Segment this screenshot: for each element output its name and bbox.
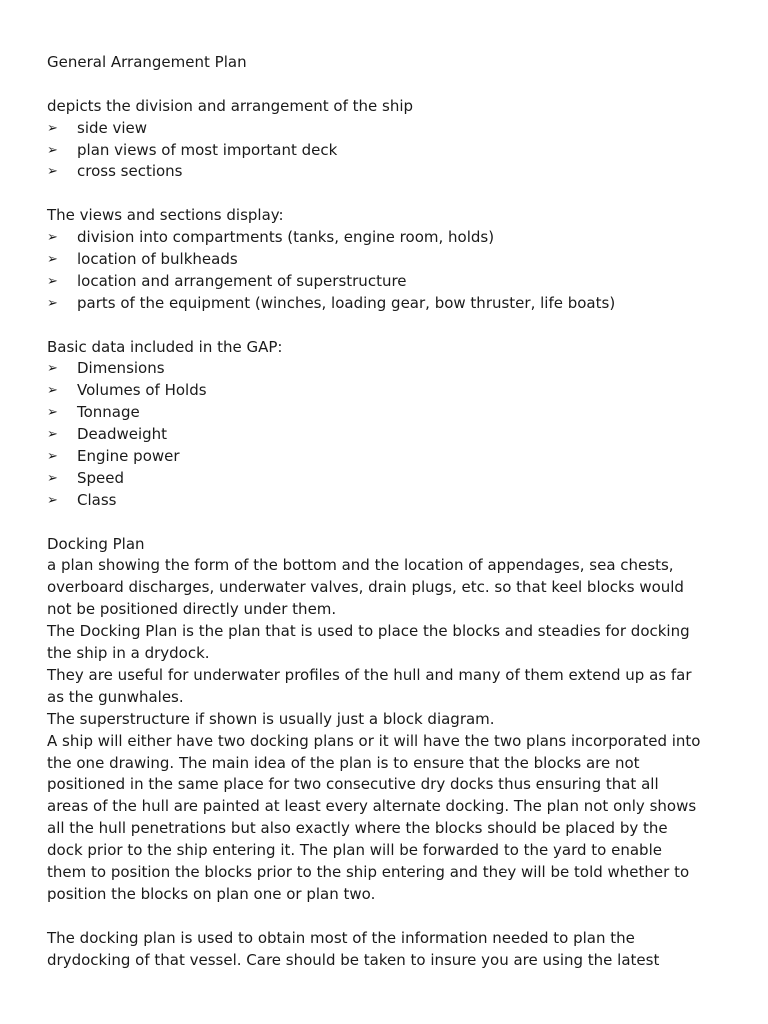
arrow-bullet-icon: ➢ xyxy=(47,252,58,268)
blank-line xyxy=(47,906,737,928)
paragraph-line: as the gunwhales. xyxy=(47,687,184,706)
paragraph-line: not be positioned directly under them. xyxy=(47,600,337,619)
list-item: ➢ Speed xyxy=(47,468,737,490)
list-item: ➢ division into compartments (tanks, engine room, holds) xyxy=(47,227,737,249)
docking-heading: Docking Plan xyxy=(47,534,145,553)
list-item: ➢ Deadweight xyxy=(47,424,737,446)
paragraph-line: position the blocks on plan one or plan two. xyxy=(47,884,376,903)
docking-paragraph xyxy=(47,555,737,905)
paragraph-line: The Docking Plan is the plan that is used to place the blocks and steadies for docking xyxy=(47,622,690,641)
arrow-bullet-icon: ➢ xyxy=(47,142,58,158)
views-list xyxy=(47,118,737,184)
basic-data-heading: Basic data included in the GAP: xyxy=(47,337,283,356)
closing-paragraph xyxy=(47,928,737,972)
arrow-bullet-icon: ➢ xyxy=(47,120,58,136)
list-item: ➢ side view xyxy=(47,118,737,140)
list-item: ➢ cross sections xyxy=(47,161,737,183)
list-item: ➢ Tonnage xyxy=(47,402,737,424)
paragraph-line: dock prior to the ship entering it. The plan will be forwarded to the yard to enable xyxy=(47,841,662,860)
list-item: ➢ location and arrangement of superstructure xyxy=(47,271,737,293)
basic-data-list xyxy=(47,358,737,511)
paragraph-line: areas of the hull are painted at least every alternate docking. The plan not only shows xyxy=(47,797,697,816)
paragraph-line: the one drawing. The main idea of the plan is to ensure that the blocks are not xyxy=(47,753,640,772)
blank-line xyxy=(47,512,737,534)
paragraph-line: them to position the blocks prior to the ship entering and they will be told whether to xyxy=(47,862,690,881)
arrow-bullet-icon: ➢ xyxy=(47,273,58,289)
list-item: ➢ plan views of most important deck xyxy=(47,140,737,162)
arrow-bullet-icon: ➢ xyxy=(47,405,58,421)
list-item: ➢ Volumes of Holds xyxy=(47,380,737,402)
arrow-bullet-icon: ➢ xyxy=(47,230,58,246)
gap-intro: depicts the division and arrangement of the ship xyxy=(47,96,414,115)
paragraph-line: all the hull penetrations but also exactly where the blocks should be placed by the xyxy=(47,819,668,838)
list-item: ➢ location of bulkheads xyxy=(47,249,737,271)
paragraph-line: overboard discharges, underwater valves, drain plugs, etc. so that keel blocks would xyxy=(47,578,684,597)
paragraph-line: drydocking of that vessel. Care should be taken to insure you are using the latest xyxy=(47,950,660,969)
paragraph-line: The superstructure if shown is usually just a block diagram. xyxy=(47,709,495,728)
arrow-bullet-icon: ➢ xyxy=(47,361,58,377)
arrow-bullet-icon: ➢ xyxy=(47,449,58,465)
arrow-bullet-icon: ➢ xyxy=(47,383,58,399)
blank-line xyxy=(47,183,737,205)
blank-line xyxy=(47,74,737,96)
list-item: ➢ Class xyxy=(47,490,737,512)
list-item: ➢ parts of the equipment (winches, loading gear, bow thruster, life boats) xyxy=(47,293,737,315)
arrow-bullet-icon: ➢ xyxy=(47,470,58,486)
paragraph-line: They are useful for underwater profiles of the hull and many of them extend up as far xyxy=(47,665,692,684)
list-item: ➢ Engine power xyxy=(47,446,737,468)
arrow-bullet-icon: ➢ xyxy=(47,492,58,508)
arrow-bullet-icon: ➢ xyxy=(47,427,58,443)
arrow-bullet-icon: ➢ xyxy=(47,164,58,180)
document-title: General Arrangement Plan xyxy=(47,53,247,71)
display-heading: The views and sections display: xyxy=(47,206,284,225)
list-item: ➢ Dimensions xyxy=(47,358,737,380)
paragraph-line: a plan showing the form of the bottom and the location of appendages, sea chests, xyxy=(47,556,674,575)
display-list xyxy=(47,227,737,315)
document-page xyxy=(47,52,737,971)
paragraph-line: A ship will either have two docking plans or it will have the two plans incorporated into xyxy=(47,731,701,750)
paragraph-line: The docking plan is used to obtain most of the information needed to plan the xyxy=(47,928,635,947)
paragraph-line: positioned in the same place for two consecutive dry docks thus ensuring that all xyxy=(47,775,659,794)
paragraph-line: the ship in a drydock. xyxy=(47,644,210,663)
arrow-bullet-icon: ➢ xyxy=(47,295,58,311)
blank-line xyxy=(47,315,737,337)
